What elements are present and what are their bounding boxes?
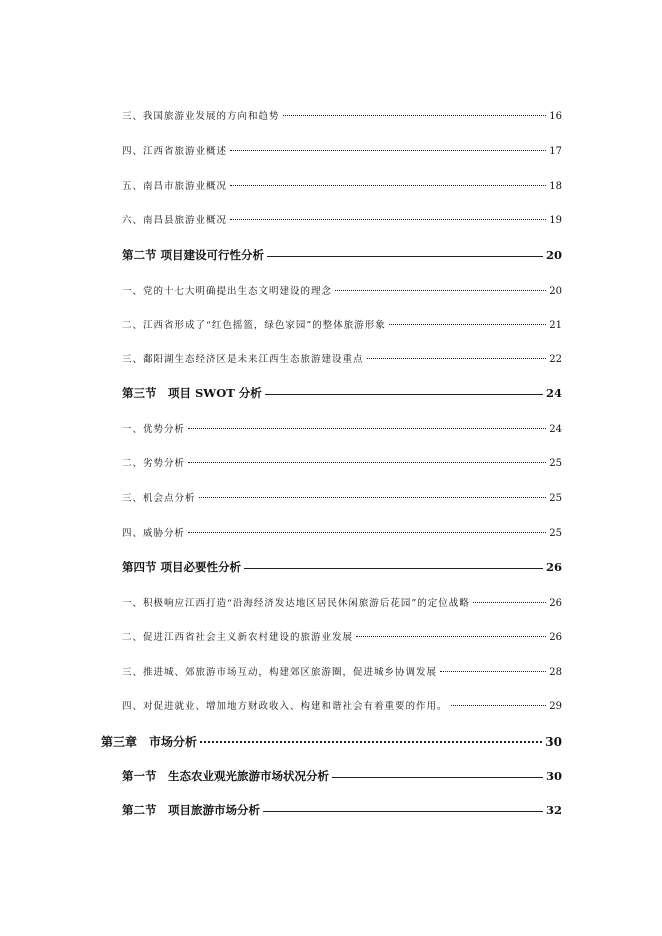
toc-entry-page: 26 (549, 632, 562, 643)
toc-entry-page: 25 (549, 458, 562, 469)
dot-leader (230, 185, 546, 186)
toc-entry-page: 30 (545, 735, 562, 749)
toc-entry-page: 30 (545, 769, 562, 783)
toc-entry[interactable] (122, 317, 562, 331)
toc-section-entry[interactable] (122, 385, 562, 401)
toc-entry-label: 二、江西省形成了“红色摇篮，绿色家园”的整体旅游形象 (122, 320, 386, 331)
toc-entry-label: 三、我国旅游业发展的方向和趋势 (122, 111, 280, 122)
toc-section-entry[interactable] (122, 559, 562, 575)
toc-entry[interactable] (122, 455, 562, 469)
toc-entry[interactable] (122, 283, 562, 297)
toc-entry[interactable] (122, 629, 562, 643)
toc-entry-page: 26 (545, 560, 562, 574)
dot-leader (244, 568, 543, 569)
dot-leader (335, 290, 546, 291)
toc-entry-label: 一、积极响应江西打造“沿海经济发达地区居民休闲旅游后花园”的定位战略 (122, 598, 470, 609)
dot-leader (267, 256, 543, 257)
toc-entry-label: 第二节 项目建设可行性分析 (122, 248, 265, 262)
toc-entry[interactable] (122, 664, 562, 678)
toc-entry-page: 25 (549, 493, 562, 504)
dot-leader (230, 150, 546, 151)
dot-leader (283, 115, 547, 116)
toc-entry-label: 四、江西省旅游业概述 (122, 146, 228, 157)
toc-entry-page: 21 (549, 320, 562, 331)
dot-leader (230, 219, 546, 220)
toc-entry-page: 18 (549, 181, 562, 192)
dot-leader (200, 741, 542, 743)
toc-entry[interactable] (122, 490, 562, 504)
toc-entry[interactable] (122, 698, 562, 712)
toc-entry-page: 32 (545, 803, 562, 817)
toc-entry-label: 三、机会点分析 (122, 493, 196, 504)
toc-entry[interactable] (122, 595, 562, 609)
toc-entry-label: 第四节 项目必要性分析 (122, 560, 242, 574)
toc-entry-page: 28 (549, 667, 562, 678)
toc-entry-page: 29 (549, 701, 562, 712)
toc-entry-label: 一、优势分析 (122, 424, 186, 435)
toc-entry-page: 17 (549, 146, 562, 157)
toc-entry-label: 三、推进城、郊旅游市场互动，构建郊区旅游圈，促进城乡协调发展 (122, 667, 438, 678)
toc-entry[interactable] (122, 351, 562, 365)
dot-leader (389, 324, 547, 325)
dot-leader (188, 532, 546, 533)
toc-entry[interactable] (122, 178, 562, 192)
toc-section-entry[interactable] (122, 247, 562, 263)
toc-entry-label: 第三章 市场分析 (101, 735, 198, 749)
toc-entry-page: 20 (549, 286, 562, 297)
toc-entry-label: 五、南昌市旅游业概况 (122, 181, 228, 192)
toc-entry[interactable] (122, 143, 562, 157)
dot-leader (356, 636, 546, 637)
toc-entry-page: 26 (549, 598, 562, 609)
dot-leader (265, 394, 543, 395)
dot-leader (188, 462, 546, 463)
dot-leader (199, 497, 547, 498)
toc-entry[interactable] (122, 212, 562, 226)
toc-entry-label: 二、劣势分析 (122, 458, 186, 469)
dot-leader (188, 428, 546, 429)
toc-entry-label: 六、南昌县旅游业概况 (122, 215, 228, 226)
dot-leader (263, 811, 543, 812)
toc-entry-label: 三、鄱阳湖生态经济区是未来江西生态旅游建设重点 (122, 354, 364, 365)
toc-entry-page: 16 (549, 111, 562, 122)
toc-entry[interactable] (122, 108, 562, 122)
toc-entry-page: 24 (545, 386, 562, 400)
dot-leader (367, 358, 547, 359)
toc-entry-page: 20 (545, 248, 562, 262)
toc-chapter-entry[interactable] (101, 733, 562, 750)
toc-entry-label: 一、党的十七大明确提出生态文明建设的理念 (122, 286, 333, 297)
toc-section-entry[interactable] (122, 768, 562, 784)
dot-leader (451, 705, 547, 706)
dot-leader (440, 671, 546, 672)
toc-entry-page: 25 (549, 528, 562, 539)
dot-leader (473, 602, 547, 603)
toc-entry[interactable] (122, 421, 562, 435)
toc-entry-page: 24 (549, 424, 562, 435)
toc-entry-page: 19 (549, 215, 562, 226)
toc-section-entry[interactable] (122, 802, 562, 818)
toc-entry-label: 第三节 项目 SWOT 分析 (122, 386, 262, 400)
toc-entry-label: 二、促进江西省社会主义新农村建设的旅游业发展 (122, 632, 354, 643)
toc-entry-label: 四、威胁分析 (122, 528, 186, 539)
toc-entry-label: 第一节 生态农业观光旅游市场状况分析 (122, 769, 329, 783)
toc-entry-label: 第二节 项目旅游市场分析 (122, 803, 260, 817)
toc-entry-label: 四、对促进就业、增加地方财政收入、构建和谐社会有着重要的作用。 (122, 701, 448, 712)
toc-entry[interactable] (122, 525, 562, 539)
dot-leader (332, 777, 543, 778)
toc-entry-page: 22 (549, 354, 562, 365)
